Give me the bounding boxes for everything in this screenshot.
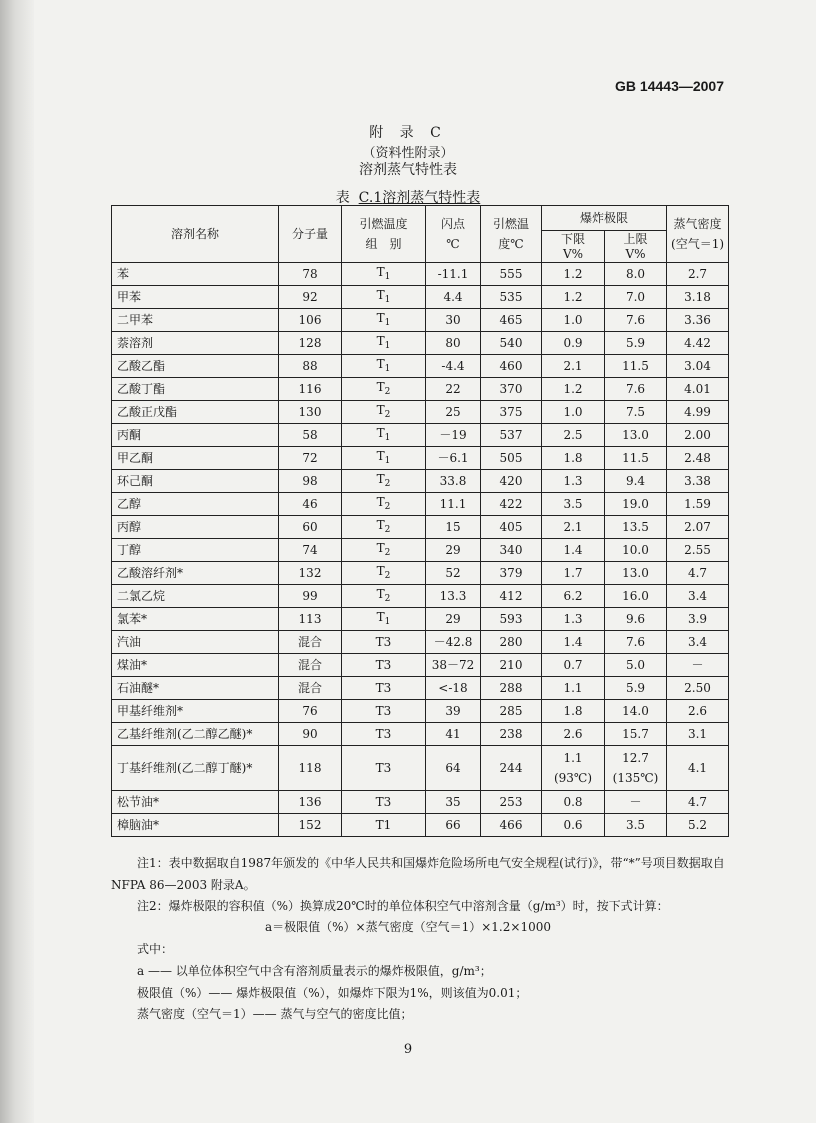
ignition-group-cell: $T_2$ xyxy=(342,470,426,493)
flash-point-cell: 66 xyxy=(426,814,481,837)
table-row xyxy=(112,608,729,631)
molecular-weight-cell: 116 xyxy=(279,378,342,401)
solvent-name-cell: 二甲苯 xyxy=(112,309,279,332)
solvent-name-cell: 氯苯* xyxy=(112,608,279,631)
upper-limit-cell: 7.6 xyxy=(605,631,667,654)
caption-title: 溶剂蒸气特性表 xyxy=(382,190,481,206)
ignition-temp-cell: 340 xyxy=(481,539,542,562)
ignition-group-cell: $T_2$ xyxy=(342,585,426,608)
upper-limit-cell: 7.5 xyxy=(605,401,667,424)
upper-limit-cell: － xyxy=(605,791,667,814)
molecular-weight-cell: 136 xyxy=(279,791,342,814)
caption-code: C.1 xyxy=(358,190,383,206)
table-row xyxy=(112,539,729,562)
table-row xyxy=(112,378,729,401)
table-row xyxy=(112,470,729,493)
flash-point-cell: 39 xyxy=(426,700,481,723)
solvent-name-cell: 石油醚* xyxy=(112,677,279,700)
lower-limit-cell: 1.3 xyxy=(542,470,605,493)
ignition-temp-cell: 405 xyxy=(481,516,542,539)
caption-prefix: 表 xyxy=(335,190,350,206)
molecular-weight-cell: 99 xyxy=(279,585,342,608)
lower-limit-cell: 2.1 xyxy=(542,355,605,378)
ignition-temp-cell: 370 xyxy=(481,378,542,401)
appendix-title: 附 录 C xyxy=(369,125,447,141)
definition-density: 蒸气密度（空气＝1）—— 蒸气与空气的密度比值； xyxy=(137,1007,413,1021)
table-row xyxy=(112,332,729,355)
molecular-weight-cell: 72 xyxy=(279,447,342,470)
page-number: 9 xyxy=(403,1042,413,1057)
solvent-name-cell: 汽油 xyxy=(112,631,279,654)
ignition-temp-cell: 505 xyxy=(481,447,542,470)
molecular-weight-cell: 90 xyxy=(279,723,342,746)
molecular-weight-cell: 78 xyxy=(279,263,342,286)
ignition-temp-cell: 210 xyxy=(481,654,542,677)
vapor-density-cell: 3.38 xyxy=(667,470,729,493)
table-row xyxy=(112,814,729,837)
lower-limit-cell: 1.2 xyxy=(542,263,605,286)
standard-number: GB 14443—2007 xyxy=(615,78,724,94)
table-row xyxy=(112,585,729,608)
table-row xyxy=(112,723,729,746)
molecular-weight-cell: 98 xyxy=(279,470,342,493)
flash-point-cell: 80 xyxy=(426,332,481,355)
flash-point-cell: 11.1 xyxy=(426,493,481,516)
flash-point-cell: 35 xyxy=(426,791,481,814)
lower-limit-cell: 1.2 xyxy=(542,286,605,309)
table-body xyxy=(112,263,729,837)
table-row xyxy=(112,631,729,654)
ignition-group-cell: T3 xyxy=(342,746,426,791)
upper-limit-cell: 3.5 xyxy=(605,814,667,837)
solvent-name-cell: 丙酮 xyxy=(112,424,279,447)
lower-limit-cell: 1.8 xyxy=(542,700,605,723)
solvent-name-cell: 乙酸乙酯 xyxy=(112,355,279,378)
solvent-name-cell: 乙酸正戊酯 xyxy=(112,401,279,424)
solvent-name-cell: 丁基纤维剂(乙二醇丁醚)* xyxy=(112,746,279,791)
vapor-density-cell: 2.6 xyxy=(667,700,729,723)
appendix-subtitle: （资料性附录） xyxy=(362,146,454,161)
lower-limit-cell: 2.6 xyxy=(542,723,605,746)
solvent-name-cell: 煤油* xyxy=(112,654,279,677)
upper-limit-cell: 7.6 xyxy=(605,309,667,332)
molecular-weight-cell: 60 xyxy=(279,516,342,539)
vapor-density-cell: 4.7 xyxy=(667,562,729,585)
ignition-group-cell: T3 xyxy=(342,700,426,723)
molecular-weight-cell: 混合 xyxy=(279,631,342,654)
ignition-temp-cell: 466 xyxy=(481,814,542,837)
upper-limit-cell: 19.0 xyxy=(605,493,667,516)
flash-point-cell: －6.1 xyxy=(426,447,481,470)
ignition-group-cell: $T_1$ xyxy=(342,608,426,631)
molecular-weight-cell: 混合 xyxy=(279,677,342,700)
header-ignition-group: 引燃温度 组 别 xyxy=(342,206,426,263)
solvent-name-cell: 丙醇 xyxy=(112,516,279,539)
lower-limit-cell: 2.5 xyxy=(542,424,605,447)
ignition-group-cell: $T_1$ xyxy=(342,309,426,332)
vapor-density-cell: － xyxy=(667,654,729,677)
vapor-density-cell: 4.1 xyxy=(667,746,729,791)
solvent-name-cell: 甲乙酮 xyxy=(112,447,279,470)
ignition-temp-cell: 540 xyxy=(481,332,542,355)
upper-limit-cell: 14.0 xyxy=(605,700,667,723)
vapor-density-cell: 3.36 xyxy=(667,309,729,332)
header-explosion-limit: 爆炸极限 xyxy=(542,206,667,231)
flash-point-cell: 64 xyxy=(426,746,481,791)
flash-point-cell: 13.3 xyxy=(426,585,481,608)
solvent-name-cell: 乙酸丁酯 xyxy=(112,378,279,401)
flash-point-cell: -4.4 xyxy=(426,355,481,378)
ignition-group-cell: $T_2$ xyxy=(342,401,426,424)
definition-a: a —— 以单位体积空气中含有溶剂质量表示的爆炸极限值，g/m³； xyxy=(137,964,492,978)
ignition-group-cell: T3 xyxy=(342,654,426,677)
header-flash-point: 闪点 ℃ xyxy=(426,206,481,263)
ignition-temp-cell: 422 xyxy=(481,493,542,516)
ignition-group-cell: $T_2$ xyxy=(342,516,426,539)
flash-point-cell: 22 xyxy=(426,378,481,401)
solvent-name-cell: 丁醇 xyxy=(112,539,279,562)
lower-limit-cell: 3.5 xyxy=(542,493,605,516)
header-ignition-temp: 引燃温 度℃ xyxy=(481,206,542,263)
lower-limit-cell: 0.9 xyxy=(542,332,605,355)
lower-limit-cell: 1.3 xyxy=(542,608,605,631)
lower-limit-cell: 1.8 xyxy=(542,447,605,470)
header-molecular-weight: 分子量 xyxy=(279,206,342,263)
vapor-density-cell: 5.2 xyxy=(667,814,729,837)
flash-point-cell: 52 xyxy=(426,562,481,585)
table-row xyxy=(112,424,729,447)
molecular-weight-cell: 128 xyxy=(279,332,342,355)
vapor-density-cell: 2.55 xyxy=(667,539,729,562)
upper-limit-cell: 5.9 xyxy=(605,677,667,700)
ignition-temp-cell: 593 xyxy=(481,608,542,631)
molecular-weight-cell: 58 xyxy=(279,424,342,447)
vapor-density-cell: 4.7 xyxy=(667,791,729,814)
header-lower-limit: 下限 V% xyxy=(542,231,605,263)
molecular-weight-cell: 130 xyxy=(279,401,342,424)
ignition-group-cell: T3 xyxy=(342,723,426,746)
ignition-group-cell: $T_1$ xyxy=(342,355,426,378)
header-solvent-name: 溶剂名称 xyxy=(112,206,279,263)
molecular-weight-cell: 46 xyxy=(279,493,342,516)
ignition-temp-cell: 375 xyxy=(481,401,542,424)
ignition-group-cell: $T_2$ xyxy=(342,562,426,585)
lower-limit-cell: 1.1 (93℃) xyxy=(542,746,605,791)
ignition-temp-cell: 253 xyxy=(481,791,542,814)
flash-point-cell: 38－72 xyxy=(426,654,481,677)
vapor-density-cell: 3.4 xyxy=(667,585,729,608)
ignition-temp-cell: 535 xyxy=(481,286,542,309)
solvent-name-cell: 乙醇 xyxy=(112,493,279,516)
lower-limit-cell: 0.8 xyxy=(542,791,605,814)
solvent-vapor-table xyxy=(111,205,729,837)
solvent-name-cell: 苯 xyxy=(112,263,279,286)
flash-point-cell: －42.8 xyxy=(426,631,481,654)
table-row xyxy=(112,493,729,516)
flash-point-cell: －19 xyxy=(426,424,481,447)
vapor-density-cell: 2.00 xyxy=(667,424,729,447)
ignition-group-cell: $T_1$ xyxy=(342,332,426,355)
molecular-weight-cell: 132 xyxy=(279,562,342,585)
flash-point-cell: 4.4 xyxy=(426,286,481,309)
upper-limit-cell: 13.5 xyxy=(605,516,667,539)
table-row xyxy=(112,677,729,700)
appendix-name: 溶剂蒸气特性表 xyxy=(359,162,457,178)
ignition-group-cell: $T_2$ xyxy=(342,493,426,516)
ignition-temp-cell: 244 xyxy=(481,746,542,791)
ignition-temp-cell: 465 xyxy=(481,309,542,332)
ignition-group-cell: $T_1$ xyxy=(342,447,426,470)
ignition-temp-cell: 285 xyxy=(481,700,542,723)
molecular-weight-cell: 106 xyxy=(279,309,342,332)
flash-point-cell: -11.1 xyxy=(426,263,481,286)
solvent-name-cell: 甲基纤维剂* xyxy=(112,700,279,723)
where-label: 式中： xyxy=(137,942,174,956)
vapor-density-cell: 2.7 xyxy=(667,263,729,286)
lower-limit-cell: 0.7 xyxy=(542,654,605,677)
upper-limit-cell: 9.6 xyxy=(605,608,667,631)
lower-limit-cell: 0.6 xyxy=(542,814,605,837)
ignition-temp-cell: 412 xyxy=(481,585,542,608)
molecular-weight-cell: 74 xyxy=(279,539,342,562)
upper-limit-cell: 8.0 xyxy=(605,263,667,286)
table-row xyxy=(112,401,729,424)
upper-limit-cell: 13.0 xyxy=(605,424,667,447)
solvent-name-cell: 萘溶剂 xyxy=(112,332,279,355)
vapor-density-cell: 4.42 xyxy=(667,332,729,355)
table-row xyxy=(112,309,729,332)
lower-limit-cell: 2.1 xyxy=(542,516,605,539)
flash-point-cell: 29 xyxy=(426,608,481,631)
vapor-density-cell: 2.48 xyxy=(667,447,729,470)
upper-limit-cell: 9.4 xyxy=(605,470,667,493)
lower-limit-cell: 6.2 xyxy=(542,585,605,608)
ignition-group-cell: $T_1$ xyxy=(342,286,426,309)
upper-limit-cell: 7.6 xyxy=(605,378,667,401)
vapor-density-cell: 3.9 xyxy=(667,608,729,631)
ignition-group-cell: T3 xyxy=(342,791,426,814)
molecular-weight-cell: 混合 xyxy=(279,654,342,677)
upper-limit-cell: 10.0 xyxy=(605,539,667,562)
molecular-weight-cell: 88 xyxy=(279,355,342,378)
lower-limit-cell: 1.1 xyxy=(542,677,605,700)
formula: a＝极限值（%）×蒸气密度（空气＝1）×1.2×1000 xyxy=(265,920,551,934)
ignition-temp-cell: 288 xyxy=(481,677,542,700)
ignition-temp-cell: 238 xyxy=(481,723,542,746)
lower-limit-cell: 1.7 xyxy=(542,562,605,585)
molecular-weight-cell: 92 xyxy=(279,286,342,309)
lower-limit-cell: 1.4 xyxy=(542,539,605,562)
lower-limit-cell: 1.0 xyxy=(542,401,605,424)
note-2: 注2：爆炸极限的容积值（%）换算成20℃时的单位体积空气中溶剂含量（g/m³）时，按下式计算： xyxy=(137,899,669,913)
vapor-density-cell: 1.59 xyxy=(667,493,729,516)
header-vapor-density: 蒸气密度 (空气＝1) xyxy=(667,206,729,263)
vapor-density-cell: 2.07 xyxy=(667,516,729,539)
upper-limit-cell: 11.5 xyxy=(605,355,667,378)
vapor-density-cell: 4.99 xyxy=(667,401,729,424)
lower-limit-cell: 1.0 xyxy=(542,309,605,332)
ignition-group-cell: T3 xyxy=(342,677,426,700)
lower-limit-cell: 1.2 xyxy=(542,378,605,401)
flash-point-cell: 29 xyxy=(426,539,481,562)
flash-point-cell: 33.8 xyxy=(426,470,481,493)
ignition-temp-cell: 379 xyxy=(481,562,542,585)
flash-point-cell: 25 xyxy=(426,401,481,424)
ignition-group-cell: $T_2$ xyxy=(342,378,426,401)
flash-point-cell: 15 xyxy=(426,516,481,539)
table-row xyxy=(112,700,729,723)
molecular-weight-cell: 113 xyxy=(279,608,342,631)
flash-point-cell: 41 xyxy=(426,723,481,746)
table-row xyxy=(112,355,729,378)
table-row xyxy=(112,263,729,286)
flash-point-cell: 30 xyxy=(426,309,481,332)
upper-limit-cell: 12.7 (135℃) xyxy=(605,746,667,791)
vapor-density-cell: 3.18 xyxy=(667,286,729,309)
vapor-density-cell: 3.1 xyxy=(667,723,729,746)
ignition-temp-cell: 555 xyxy=(481,263,542,286)
flash-point-cell: <-18 xyxy=(426,677,481,700)
upper-limit-cell: 15.7 xyxy=(605,723,667,746)
table-row xyxy=(112,562,729,585)
vapor-density-cell: 3.4 xyxy=(667,631,729,654)
note-1: 注1：表中数据取自1987年颁发的《中华人民共和国爆炸危险场所电气安全规程(试行)》，带“*”号项目数据取自NFPA 86—2003 附录A。 xyxy=(111,856,725,892)
vapor-density-cell: 2.50 xyxy=(667,677,729,700)
table-row xyxy=(112,791,729,814)
ignition-group-cell: T3 xyxy=(342,631,426,654)
table-row xyxy=(112,516,729,539)
definition-limit: 极限值（%）—— 爆炸极限值（%），如爆炸下限为1%，则该值为0.01； xyxy=(137,986,528,1000)
ignition-group-cell: $T_1$ xyxy=(342,263,426,286)
solvent-name-cell: 乙酸溶纤剂* xyxy=(112,562,279,585)
table-row xyxy=(112,654,729,677)
ignition-temp-cell: 420 xyxy=(481,470,542,493)
table-row xyxy=(112,746,729,791)
upper-limit-cell: 5.9 xyxy=(605,332,667,355)
solvent-name-cell: 乙基纤维剂(乙二醇乙醚)* xyxy=(112,723,279,746)
ignition-temp-cell: 280 xyxy=(481,631,542,654)
solvent-name-cell: 环己酮 xyxy=(112,470,279,493)
ignition-group-cell: $T_2$ xyxy=(342,539,426,562)
vapor-density-cell: 3.04 xyxy=(667,355,729,378)
vapor-density-cell: 4.01 xyxy=(667,378,729,401)
upper-limit-cell: 5.0 xyxy=(605,654,667,677)
table-row xyxy=(112,447,729,470)
lower-limit-cell: 1.4 xyxy=(542,631,605,654)
ignition-temp-cell: 537 xyxy=(481,424,542,447)
upper-limit-cell: 11.5 xyxy=(605,447,667,470)
table-caption xyxy=(0,187,816,207)
solvent-name-cell: 二氯乙烷 xyxy=(112,585,279,608)
upper-limit-cell: 16.0 xyxy=(605,585,667,608)
ignition-group-cell: T1 xyxy=(342,814,426,837)
molecular-weight-cell: 118 xyxy=(279,746,342,791)
molecular-weight-cell: 152 xyxy=(279,814,342,837)
header-upper-limit: 上限 V% xyxy=(605,231,667,263)
upper-limit-cell: 13.0 xyxy=(605,562,667,585)
ignition-group-cell: $T_1$ xyxy=(342,424,426,447)
solvent-name-cell: 甲苯 xyxy=(112,286,279,309)
upper-limit-cell: 7.0 xyxy=(605,286,667,309)
solvent-name-cell: 樟脑油* xyxy=(112,814,279,837)
ignition-temp-cell: 460 xyxy=(481,355,542,378)
molecular-weight-cell: 76 xyxy=(279,700,342,723)
solvent-name-cell: 松节油* xyxy=(112,791,279,814)
table-row xyxy=(112,286,729,309)
